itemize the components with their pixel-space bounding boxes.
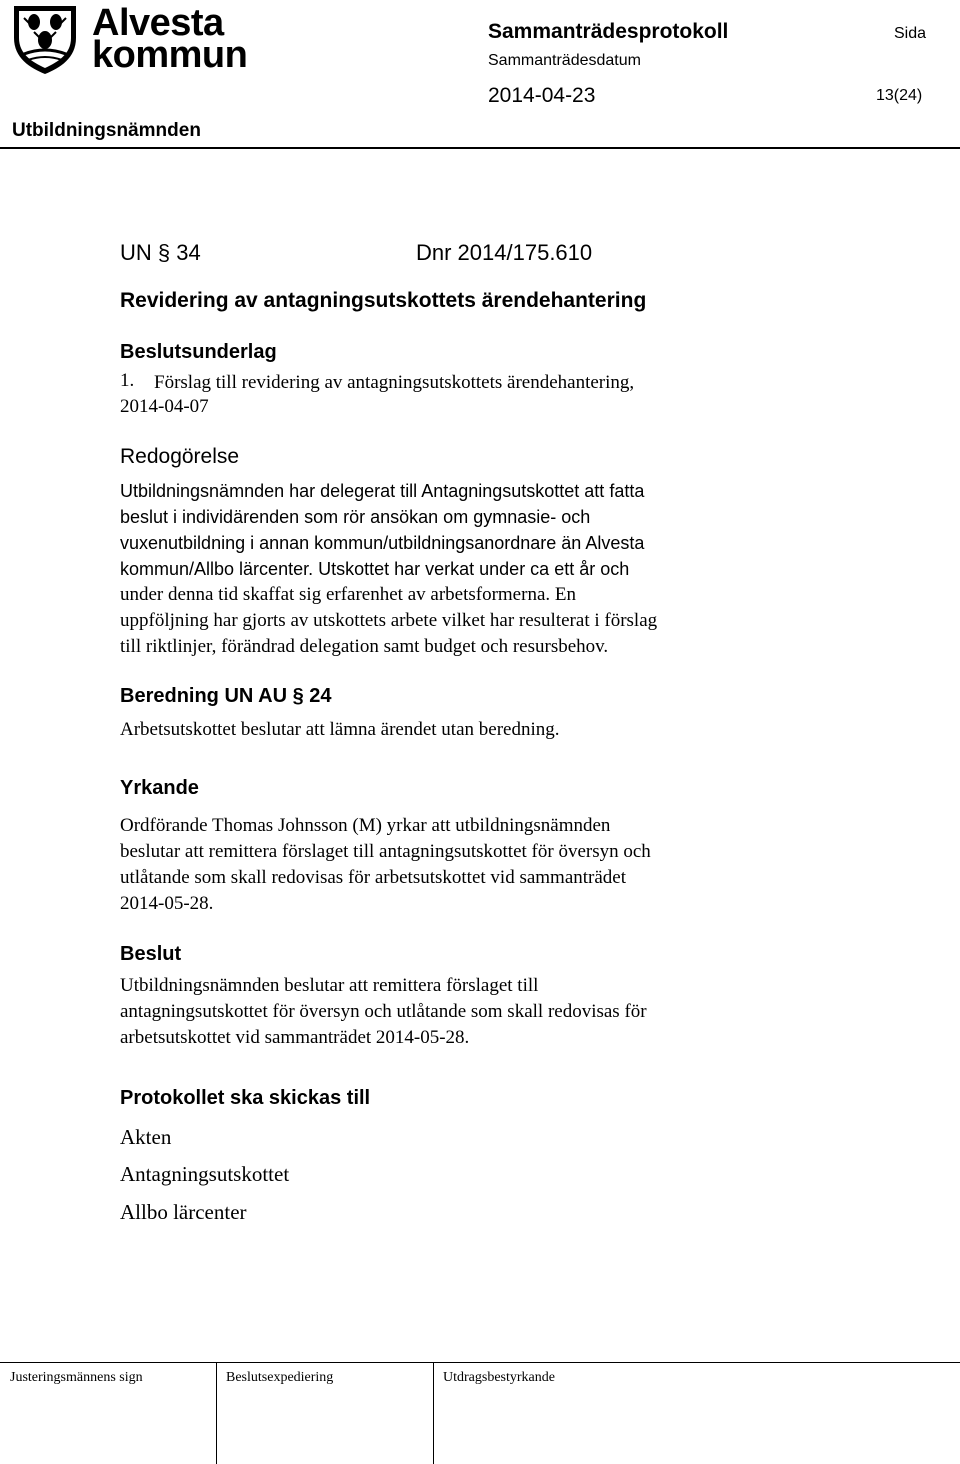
recipient-item: Antagningsutskottet [120,1162,290,1186]
paragraph-line: Utbildningsnämnden har delegerat till Antagningsutskottet att fatta [120,481,645,501]
section-heading-distribution: Protokollet ska skickas till [120,1087,371,1109]
paragraph-line: under denna tid skaffat sig erfarenhet av arbetsformerna. En [120,584,576,605]
paragraph-line: uppföljning har gjorts av utskottets arbete vilket har resulterat i förslag [120,610,658,631]
section-heading-yrkande: Yrkande [120,777,199,799]
diary-number: Dnr 2014/175.610 [416,240,593,265]
committee-name: Utbildningsnämnden [12,120,201,141]
footer-cell-justering: Justeringsmännens sign [10,1370,143,1385]
case-number: UN § 34 [120,240,201,265]
section-heading-redogorelse: Redogörelse [120,445,240,468]
footer-cell-beslutsexpediering: Beslutsexpediering [226,1370,334,1385]
paragraph-line: antagningsutskottet för översyn och utlåtande som skall redovisas för [120,1001,647,1022]
paragraph-line: till riktlinjer, förändrad delegation samt budget och resursbehov. [120,636,609,657]
paragraph-line: 2014-05-28. [120,893,214,914]
yrkande-paragraph [120,813,800,917]
paragraph-line: beslut i individärenden som rör ansökan om gymnasie- och [120,507,591,527]
paragraph-line: Ordförande Thomas Johnsson (M) yrkar att utbildningsnämnden [120,815,611,836]
signature-footer [0,1362,960,1464]
paragraph-line: kommun/Allbo lärcenter. Utskottet har verkat under ca ett år och [120,559,630,579]
footer-top-rule [0,1362,960,1363]
page-label: Sida [894,25,927,42]
footer-divider [216,1362,217,1464]
list-item-number: 1. [120,370,135,391]
redogorelse-paragraph [120,478,820,660]
paragraph-line: vuxenutbildning i annan kommun/utbildningsanordnare än Alvesta [120,533,645,553]
recipient-item: Akten [120,1125,172,1149]
footer-cell-utdragsbestyrkande: Utdragsbestyrkande [443,1370,555,1385]
alvesta-kommun-logo [10,2,248,76]
logo-text-line2: kommun [92,34,248,76]
recipient-item: Allbo lärcenter [120,1200,247,1224]
beslut-paragraph [120,973,800,1051]
coat-of-arms-icon [10,4,80,76]
paragraph-line: arbetsutskottet vid sammanträdet 2014-05-28. [120,1027,470,1048]
beredning-text: Arbetsutskottet beslutar att lämna ärendet utan beredning. [120,719,560,740]
section-heading-beslut: Beslut [120,943,182,965]
list-item-continuation: 2014-04-07 [120,396,209,417]
paragraph-line: beslutar att remittera förslaget till antagningsutskottet för översyn och [120,841,651,862]
section-heading-beredning: Beredning UN AU § 24 [120,685,332,707]
paragraph-line: utlåtande som skall redovisas för arbetsutskottet vid sammanträdet [120,867,627,888]
document-type: Sammanträdesprotokoll [488,20,729,43]
page-number: 13(24) [876,87,923,104]
footer-divider [433,1362,434,1464]
logo-text-line1: Alvesta [92,2,224,44]
paragraph-line: Utbildningsnämnden beslutar att remittera förslaget till [120,975,539,996]
section-heading-beslutsunderlag: Beslutsunderlag [120,341,277,363]
header-divider [0,147,960,149]
date-label: Sammanträdesdatum [488,52,641,69]
meeting-date: 2014-04-23 [488,84,596,107]
list-item-text: Förslag till revidering av antagningsutskottets ärendehantering, [154,372,635,393]
case-title: Revidering av antagningsutskottets ärendehantering [120,289,647,312]
